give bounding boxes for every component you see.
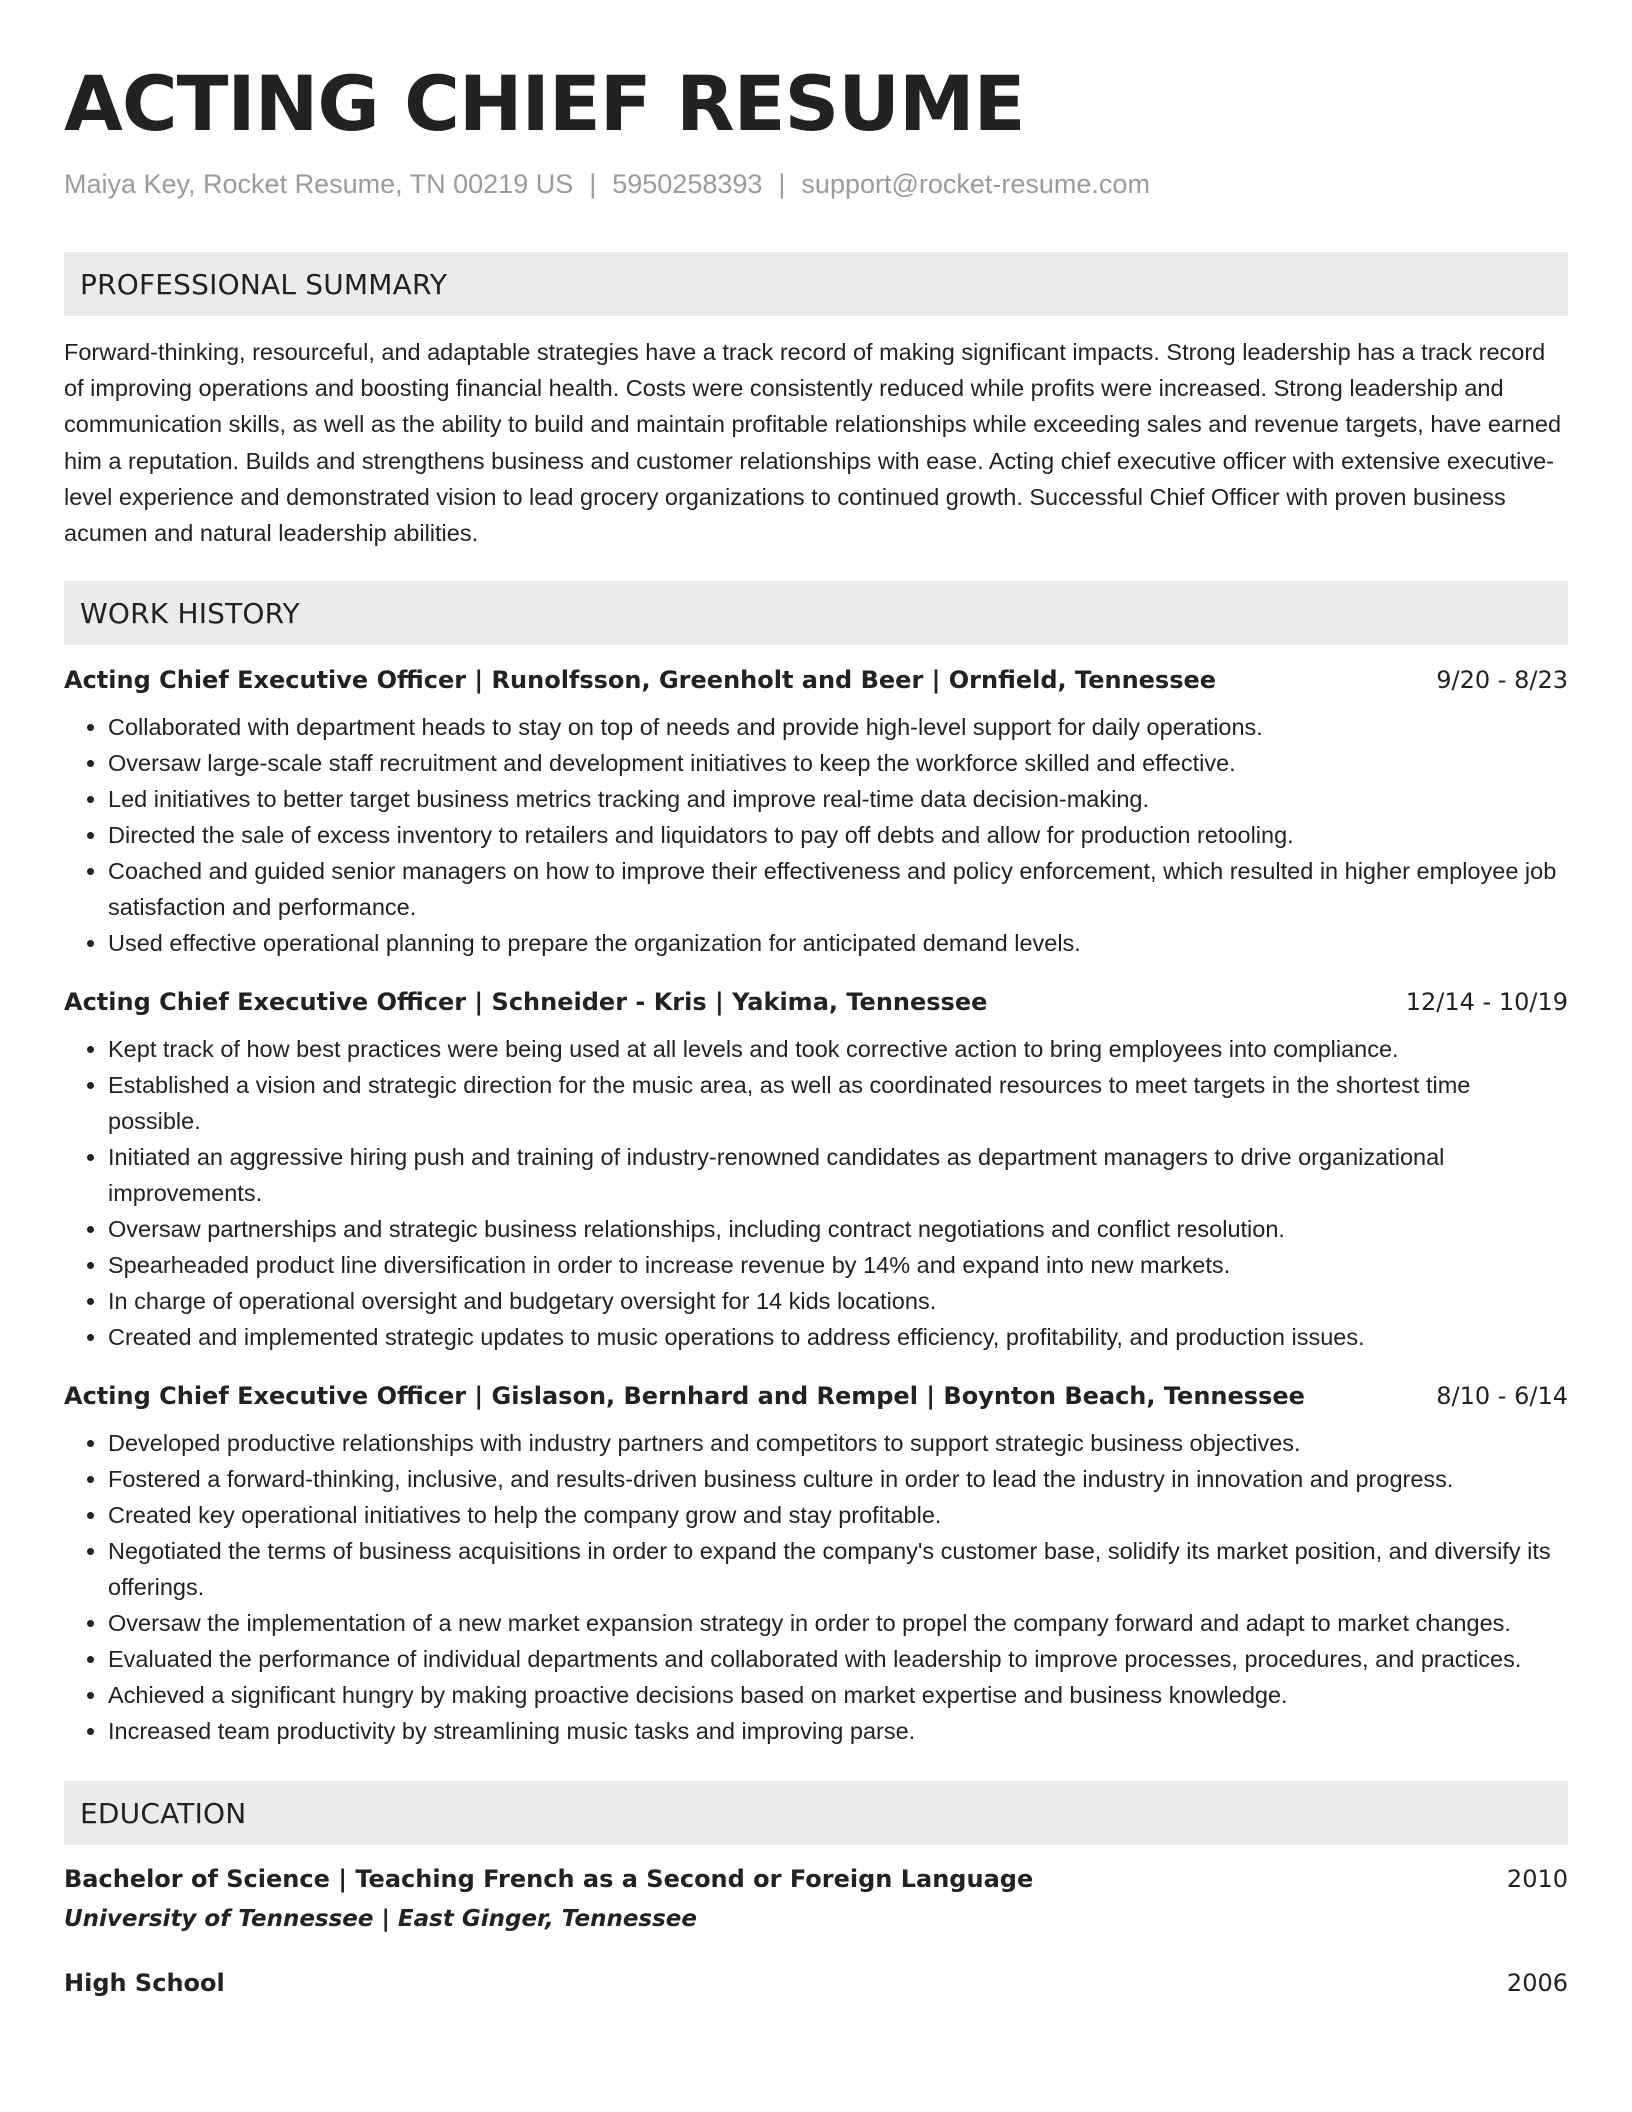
job-bullet: • Collaborated with department heads to stay on top of needs and provide high-level support for daily operations. xyxy=(108,709,1568,745)
job-bullet: • Created key operational initiatives to help the company grow and stay profitable. xyxy=(108,1497,1568,1533)
job-bullet: • Achieved a significant hungry by making proactive decisions based on market expertise and business knowledge. xyxy=(108,1677,1568,1713)
work-history-section-header xyxy=(64,581,1568,645)
education-header xyxy=(64,1965,1568,2001)
contact-email: support@rocket-resume.com xyxy=(801,169,1150,199)
graduation-year: 2010 xyxy=(1506,1865,1568,1894)
education-section-header xyxy=(64,1781,1568,1845)
job-bullet: • Kept track of how best practices were being used at all levels and took corrective action to bring employees into compliance. xyxy=(108,1031,1568,1067)
job-title: Acting Chief Executive Officer | Schneider - Kris | Yakima, Tennessee xyxy=(64,988,988,1017)
degree-title: Bachelor of Science | Teaching French as a Second or Foreign Language xyxy=(64,1865,1034,1894)
job-title: Acting Chief Executive Officer | Runolfsson, Greenholt and Beer | Ornfield, Tennessee xyxy=(64,666,1217,695)
job-bullet: • Directed the sale of excess inventory to retailers and liquidators to pay off debts and allow for production retooling. xyxy=(108,817,1568,853)
job-header xyxy=(64,1379,1568,1413)
summary-text: Forward-thinking, resourceful, and adaptable strategies have a track record of making significant impacts. Strong leadership has a track record of improving operations and boosting financial health. Costs were consistently reduced while profits were increased. Strong leadership and communication skills, as well as the ability to build and maintain profitable relationships while exceeding sales and revenue targets, have earned him a reputation. Builds and strengthens business and customer relationships with ease. Acting chief executive officer with extensive executive-level experience and demonstrated vision to lead grocery organizations to continued growth. Successful Chief Officer with proven business acumen and natural leadership abilities. xyxy=(64,339,1562,547)
education-heading: EDUCATION xyxy=(80,1796,247,1830)
job-dates: 9/20 - 8/23 xyxy=(1436,666,1568,695)
job-bullet: • Negotiated the terms of business acquisitions in order to expand the company's customer base, solidify its market position, and diversify its offerings. xyxy=(108,1533,1568,1605)
contact-phone: 5950258393 xyxy=(612,169,763,199)
school-name: University of Tennessee | East Ginger, Tennessee xyxy=(64,1906,697,1933)
job-bullet: • Oversaw partnerships and strategic business relationships, including contract negotiations and conflict resolution. xyxy=(108,1211,1568,1247)
job-header xyxy=(64,985,1568,1019)
job-bullet-list xyxy=(64,1425,1568,1749)
contact-separator: | xyxy=(778,169,786,199)
job-dates: 8/10 - 6/14 xyxy=(1436,1382,1568,1411)
job-entry xyxy=(64,1379,1568,1749)
job-bullet: • Led initiatives to better target business metrics tracking and improve real-time data decision-making. xyxy=(108,781,1568,817)
job-bullet-list xyxy=(64,1031,1568,1355)
job-bullet: • Used effective operational planning to prepare the organization for anticipated demand levels. xyxy=(108,925,1568,961)
job-dates: 12/14 - 10/19 xyxy=(1405,988,1568,1017)
job-bullet: • Coached and guided senior managers on how to improve their effectiveness and policy enforcement, which resulted in higher employee job satisfaction and performance. xyxy=(108,853,1568,925)
job-bullet: • In charge of operational oversight and budgetary oversight for 14 kids locations. xyxy=(108,1283,1568,1319)
contact-separator: | xyxy=(589,169,597,199)
job-header xyxy=(64,663,1568,697)
job-bullet: • Oversaw large-scale staff recruitment and development initiatives to keep the workforce skilled and effective. xyxy=(108,745,1568,781)
contact-address: Maiya Key, Rocket Resume, TN 00219 US xyxy=(64,169,574,199)
job-title: Acting Chief Executive Officer | Gislason, Bernhard and Rempel | Boynton Beach, Tennessee xyxy=(64,1382,1305,1411)
summary-section-header xyxy=(64,252,1568,316)
work-history-heading: WORK HISTORY xyxy=(80,596,300,630)
job-entry xyxy=(64,985,1568,1355)
graduation-year: 2006 xyxy=(1506,1969,1568,1998)
job-bullet: • Established a vision and strategic direction for the music area, as well as coordinated resources to meet targets in the shortest time possible. xyxy=(108,1067,1568,1139)
degree-title: High School xyxy=(64,1969,225,1998)
job-bullet: • Fostered a forward-thinking, inclusive, and results-driven business culture in order to lead the industry in innovation and progress. xyxy=(108,1461,1568,1497)
job-bullet: • Oversaw the implementation of a new market expansion strategy in order to propel the company forward and adapt to market changes. xyxy=(108,1605,1568,1641)
job-bullet: • Increased team productivity by streamlining music tasks and improving parse. xyxy=(108,1713,1568,1749)
job-bullet: • Created and implemented strategic updates to music operations to address efficiency, profitability, and production issues. xyxy=(108,1319,1568,1355)
job-bullet: • Spearheaded product line diversification in order to increase revenue by 14% and expand into new markets. xyxy=(108,1247,1568,1283)
job-bullet-list xyxy=(64,709,1568,961)
job-bullet: • Evaluated the performance of individual departments and collaborated with leadership to improve processes, procedures, and practices. xyxy=(108,1641,1568,1677)
resume-page xyxy=(64,52,1568,2001)
contact-line xyxy=(64,166,1568,202)
job-bullet: • Initiated an aggressive hiring push and training of industry-renowned candidates as department managers to drive organizational improvements. xyxy=(108,1139,1568,1211)
summary-heading: PROFESSIONAL SUMMARY xyxy=(80,267,448,301)
education-header xyxy=(64,1861,1568,1897)
job-bullet: • Developed productive relationships with industry partners and competitors to support strategic business objectives. xyxy=(108,1425,1568,1461)
resume-title: ACTING CHIEF RESUME xyxy=(64,59,1025,148)
job-entry xyxy=(64,663,1568,961)
education-entry xyxy=(64,1965,1568,2001)
education-entry xyxy=(64,1861,1568,1937)
